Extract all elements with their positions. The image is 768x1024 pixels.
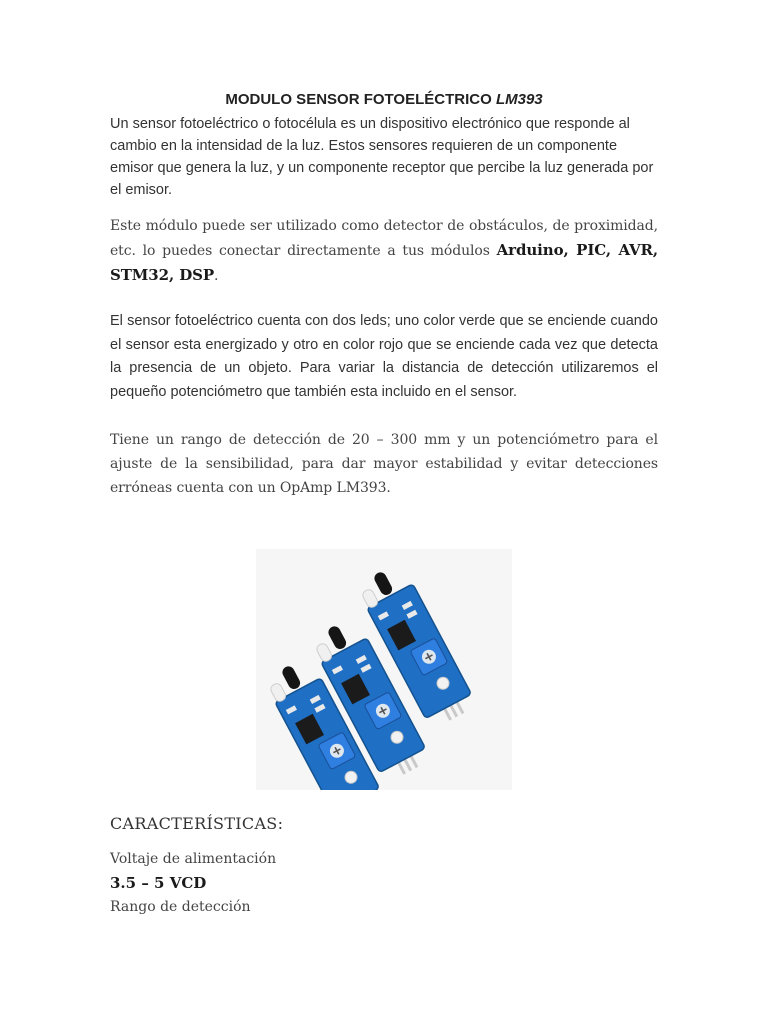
range-label: Rango de detección: [110, 899, 251, 915]
voltage-label: Voltaje de alimentación: [110, 851, 277, 867]
voltage-value: 3.5 – 5 VCD: [110, 874, 207, 892]
sensor-modules-photo: [256, 549, 512, 790]
document-title: MODULO SENSOR FOTOELÉCTRICO LM393: [225, 91, 543, 108]
model-name: LM393: [495, 91, 543, 108]
features-heading: CARACTERÍSTICAS:: [110, 814, 284, 833]
compatible-boards: Arduino, PIC, AVR, STM32, DSP: [110, 241, 658, 284]
leds-paragraph: El sensor fotoeléctrico cuenta con dos leds; uno color verde que se enciende cuando el sensor esta energizado y otro en color rojo que se enciende cada vez que detecta la presencia de un objeto. Para variar la distancia de detección utilizaremos el pequeño potenciómetro que también esta incluido en el sensor.: [110, 313, 658, 400]
usage-paragraph: Este módulo puede ser utilizado como detector de obstáculos, de proximidad, etc. lo puedes conectar directamente a tus módulos Arduino, PIC, AVR, STM32, DSP.: [110, 218, 658, 284]
range-paragraph: Tiene un rango de detección de 20 – 300 mm y un potenciómetro para el ajuste de la sensibilidad, para dar mayor estabilidad y evitar detecciones erróneas cuenta con un OpAmp LM393.: [110, 432, 658, 496]
intro-paragraph: Un sensor fotoeléctrico o fotocélula es un dispositivo electrónico que responde al cambio en la intensidad de la luz. Estos sensores requieren de un componente emisor que genera la luz, y un componente receptor que percibe la luz generada por el emisor.: [110, 116, 654, 198]
